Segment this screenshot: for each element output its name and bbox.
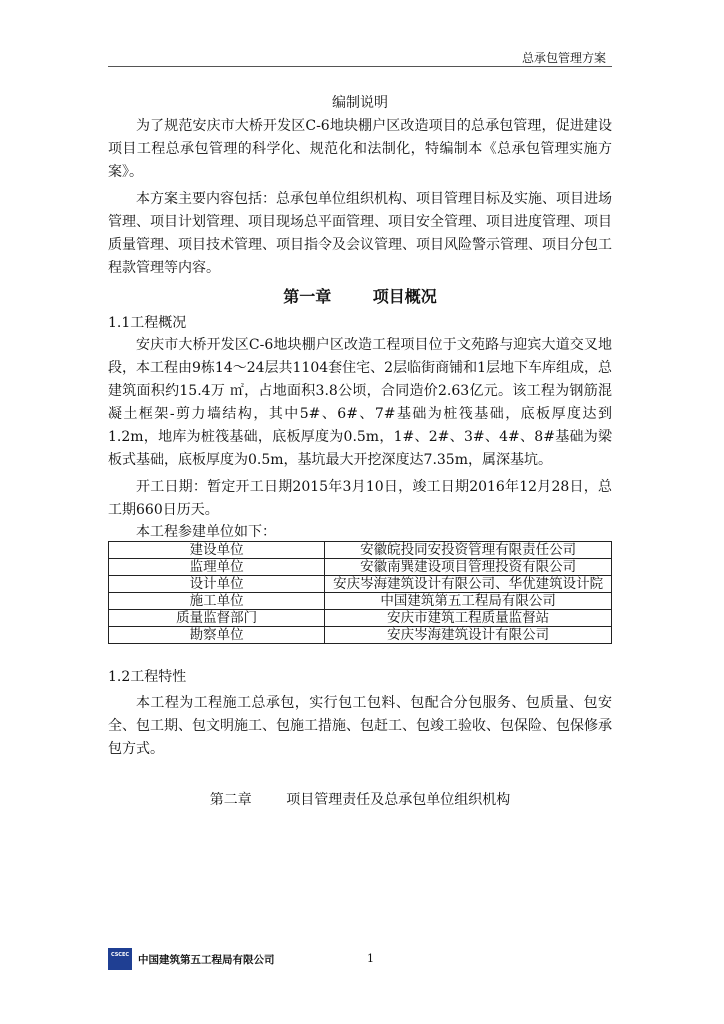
unit-role: 勘察单位 — [109, 627, 325, 644]
page-number: 1 — [367, 952, 374, 965]
section-1-2-title: 1.2工程特性 — [108, 669, 187, 685]
company-logo-icon: CSCEC — [108, 948, 132, 970]
table-row — [109, 610, 612, 627]
chapter-2-title: 第二章 项目管理责任及总承包单位组织机构 — [209, 792, 511, 808]
participating-units-table — [108, 541, 612, 644]
header-divider — [108, 66, 612, 67]
document-body — [108, 92, 612, 811]
table-row — [109, 559, 612, 576]
unit-name: 安庆岑海建筑设计有限公司、华优建筑设计院 — [325, 576, 612, 593]
chapter-1-title: 第一章 项目概况 — [283, 287, 437, 306]
unit-name: 中国建筑第五工程局有限公司 — [325, 593, 612, 610]
unit-role: 设计单位 — [109, 576, 325, 593]
page-footer — [108, 946, 612, 970]
section-1-2-paragraph: 本工程为工程施工总承包，实行包工包料、包配合分包服务、包质量、包安全、包工期、包文明施工、包施工措施、包赶工、包竣工验收、包保险、包保修承包方式。 — [108, 695, 612, 757]
unit-name: 安庆市建筑工程质量监督站 — [325, 610, 612, 627]
table-row — [109, 627, 612, 644]
table-row — [109, 576, 612, 593]
running-header-title: 总承包管理方案 — [521, 51, 606, 65]
unit-role: 监理单位 — [109, 559, 325, 576]
section-1-1-paragraph-2: 开工日期：暂定开工日期2015年3月10日，竣工日期2016年12月28日，总工期660日历天。 — [108, 479, 612, 518]
unit-name: 安庆岑海建筑设计有限公司 — [325, 627, 612, 644]
section-1-1-title: 1.1工程概况 — [108, 315, 187, 331]
unit-name: 安徽南巽建设项目管理投资有限公司 — [325, 559, 612, 576]
footer-company-name: 中国建筑第五工程局有限公司 — [138, 954, 275, 966]
table-row — [109, 593, 612, 610]
table-row — [109, 542, 612, 559]
units-table-caption: 本工程参建单位如下： — [136, 524, 276, 540]
intro-paragraph-1: 为了规范安庆市大桥开发区C-6地块棚户区改造项目的总承包管理，促进建设项目工程总承包管理的科学化、规范化和法制化，特编制本《总承包管理实施方案》。 — [108, 118, 612, 180]
unit-role: 施工单位 — [109, 593, 325, 610]
intro-caption: 编制说明 — [332, 95, 388, 111]
section-1-1-paragraph-1: 安庆市大桥开发区C-6地块棚户区改造工程项目位于文苑路与迎宾大道交叉地段，本工程由9栋14～24层共1104套住宅、2层临街商铺和1层地下车库组成，总建筑面积约15.4万 ㎡，占地面积3.8公顷，合同造价2.63亿元。该工程为钢筋混凝土框架-剪力墙结构，其中5#、6#、7#基础为桩筏基础，底板厚度达到1.2m，地库为桩筏基础，底板厚度为0.5m，1#、2#、3#、4#、8#基础为梁板式基础，底板厚度为0.5m，基坑最大开挖深度达7.35m，属深基坑。 — [108, 337, 612, 468]
unit-role: 质量监督部门 — [109, 610, 325, 627]
unit-name: 安徽皖投同安投资管理有限责任公司 — [325, 542, 612, 559]
unit-role: 建设单位 — [109, 542, 325, 559]
intro-paragraph-2: 本方案主要内容包括：总承包单位组织机构、项目管理目标及实施、项目进场管理、项目计划管理、项目现场总平面管理、项目安全管理、项目进度管理、项目质量管理、项目技术管理、项目指令及会议管理、项目风险警示管理、项目分包工程款管理等内容。 — [108, 191, 612, 276]
